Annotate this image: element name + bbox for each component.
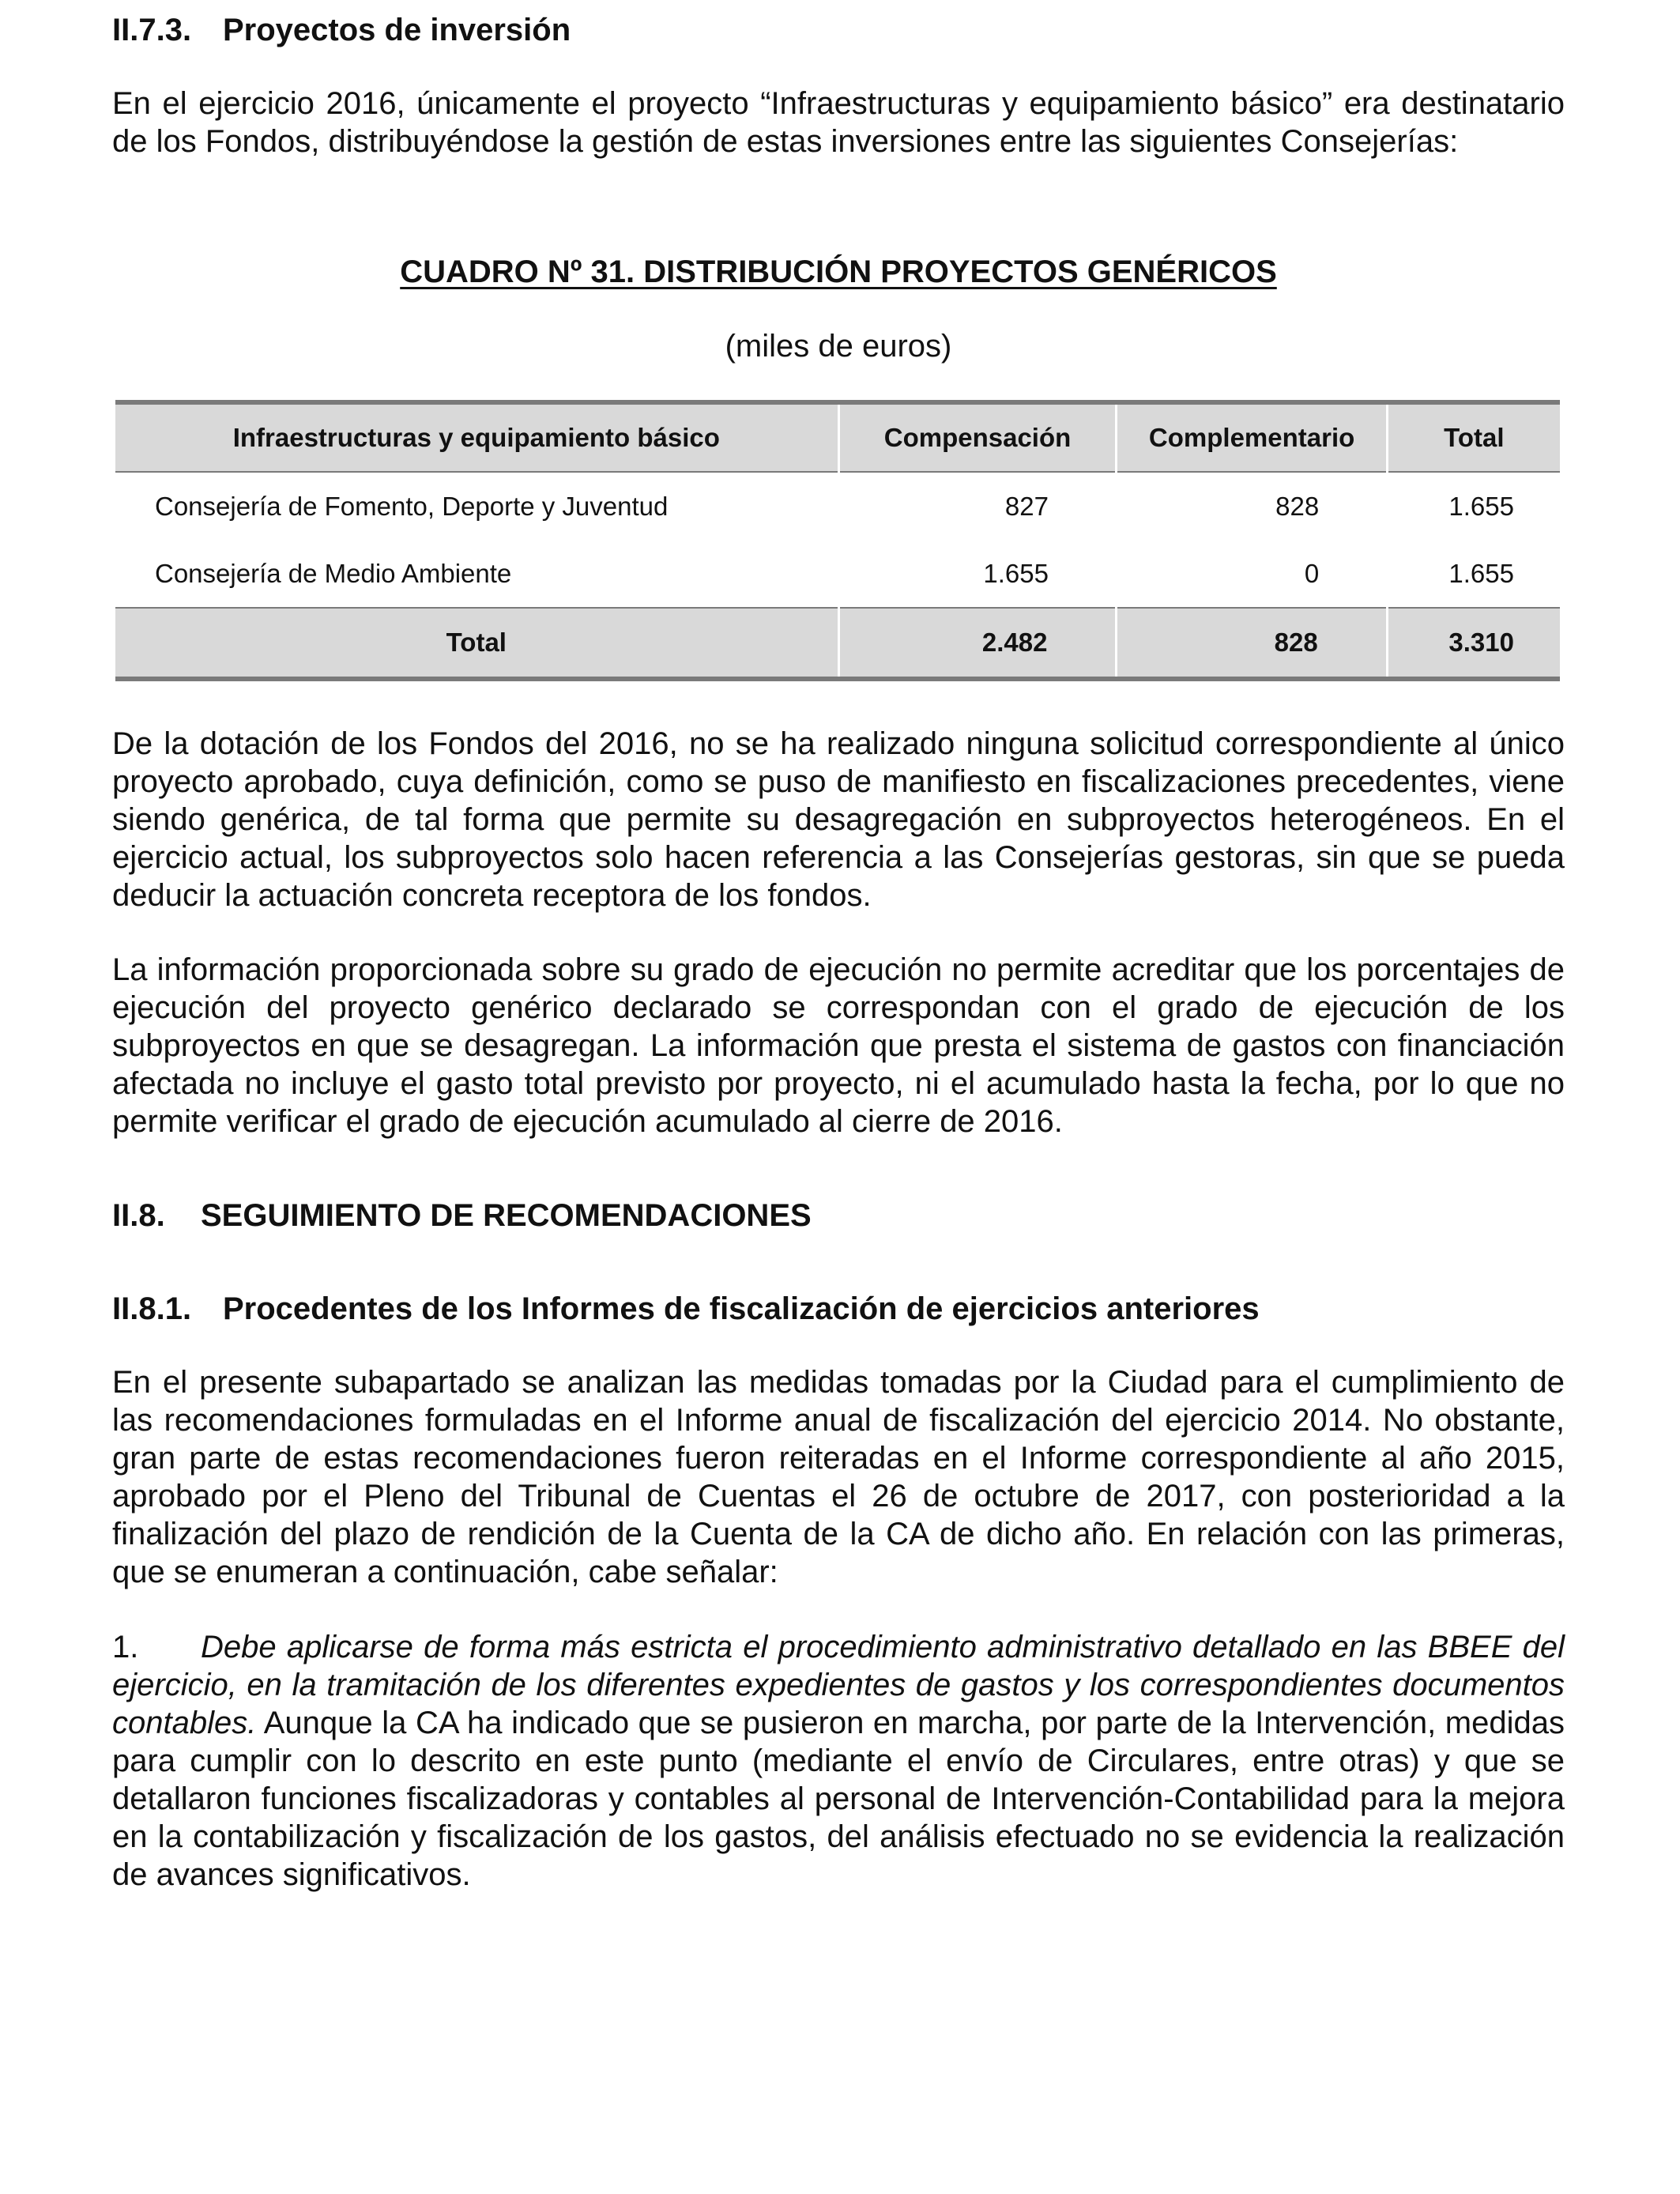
paragraph-4: En el presente subapartado se analizan las medidas tomadas por la Ciudad para el cumplimiento de las recomendaciones formuladas en el Informe anual de fiscalización del ejercicio 2014. No obstante, gran parte de estas recomendaciones fueron reiteradas en el Informe correspondiente al año 2015, aprobado por el Pleno del Tribunal de Cuentas el 26 de octubre de 2017, con posterioridad a la finalización del plazo de rendición de la Cuenta de la CA de dicho año. En relación con las primeras, que se enumeran a continuación, cabe señalar: (112, 1365, 1565, 1589)
table-total-row (115, 608, 1560, 679)
paragraph-2: De la dotación de los Fondos del 2016, no se ha realizado ninguna solicitud correspondiente al único proyecto aprobado, cuya definición, como se puso de manifiesto en fiscalizaciones precedentes, viene siendo genérica, de tal forma que permite su desagregación en subproyectos heterogéneos. En el ejercicio actual, los subproyectos solo hacen referencia a las Consejerías gestoras, sin que se pueda deducir la actuación concreta receptora de los fondos. (112, 726, 1565, 913)
header-total: Total (1387, 402, 1560, 472)
table-unit: (miles de euros) (725, 329, 952, 364)
header-complementario: Complementario (1117, 402, 1387, 472)
total-label: Total (446, 628, 507, 657)
section-heading-ii-7-3 (112, 11, 571, 49)
header-project: Infraestructuras y equipamiento básico (232, 423, 720, 452)
list-item-text: Aunque la CA ha indicado que se pusieron en marcha, por parte de la Intervención, medidas para cumplir con lo descrito en este punto (mediante el envío de Circulares, entre otras) y que se detallaron funciones fiscalizadoras y contables al personal de Intervención-Contabilidad para la mejora en la contabilización y fiscalización de los gastos, del análisis efectuado no se evidencia la realización de avances significativos. (112, 1706, 1565, 1892)
table-header-row (115, 402, 1560, 472)
list-item-italic-text: Debe aplicarse de forma más estricta el procedimiento administrativo detallado en las BBEE del ejercicio, en la tramitación de los diferentes expedientes de gastos y los correspondientes documentos contables. (112, 1630, 1565, 1740)
total-complementario: 828 (1117, 608, 1387, 679)
row-label: Consejería de Fomento, Deporte y Juventud (115, 472, 838, 540)
header-compensacion: Compensación (838, 402, 1117, 472)
list-item-number: 1. (112, 1630, 139, 1664)
section-number: II.8. (112, 1198, 165, 1233)
intro-paragraph: En el ejercicio 2016, únicamente el proyecto “Infraestructuras y equipamiento básico” era destinatario de los Fondos, distribuyéndose la gestión de estas inversiones entre las siguientes Consejerías: (112, 86, 1565, 159)
list-item-1 (112, 1628, 1565, 1894)
section-title: SEGUIMIENTO DE RECOMENDACIONES (201, 1198, 812, 1233)
row-label: Consejería de Medio Ambiente (155, 558, 512, 588)
cell-total: 1.655 (1448, 558, 1514, 588)
section-number: II.7.3. (112, 13, 192, 47)
paragraph-3: La información proporcionada sobre su grado de ejecución no permite acreditar que los porcentajes de ejecución del proyecto genérico declarado se correspondan con el grado de ejecución de los subproyectos en que se desagregan. La información que presta el sistema de gastos con financiación afectada no incluye el gasto total previsto por proyecto, ni el acumulado hasta la fecha, por lo que no permite verificar el grado de ejecución acumulado al cierre de 2016. (112, 952, 1565, 1139)
distribution-table (115, 400, 1560, 681)
section-number: II.8.1. (112, 1291, 192, 1326)
cell-complementario: 0 (1304, 558, 1320, 588)
section-title: Procedentes de los Informes de fiscalización de ejercicios anteriores (223, 1291, 1260, 1326)
table-row (115, 472, 1560, 540)
cell-compensacion: 1.655 (983, 558, 1049, 588)
table-row (115, 540, 1560, 608)
cell-compensacion: 827 (838, 472, 1117, 540)
section-heading-ii-8-1 (112, 1290, 1260, 1328)
total-total: 3.310 (1387, 608, 1560, 679)
total-compensacion: 2.482 (838, 608, 1117, 679)
section-title: Proyectos de inversión (223, 13, 571, 47)
cell-complementario: 828 (1117, 472, 1387, 540)
table-title: CUADRO Nº 31. DISTRIBUCIÓN PROYECTOS GENÉRICOS (400, 254, 1277, 289)
cell-total: 1.655 (1387, 472, 1560, 540)
section-heading-ii-8 (112, 1197, 812, 1235)
